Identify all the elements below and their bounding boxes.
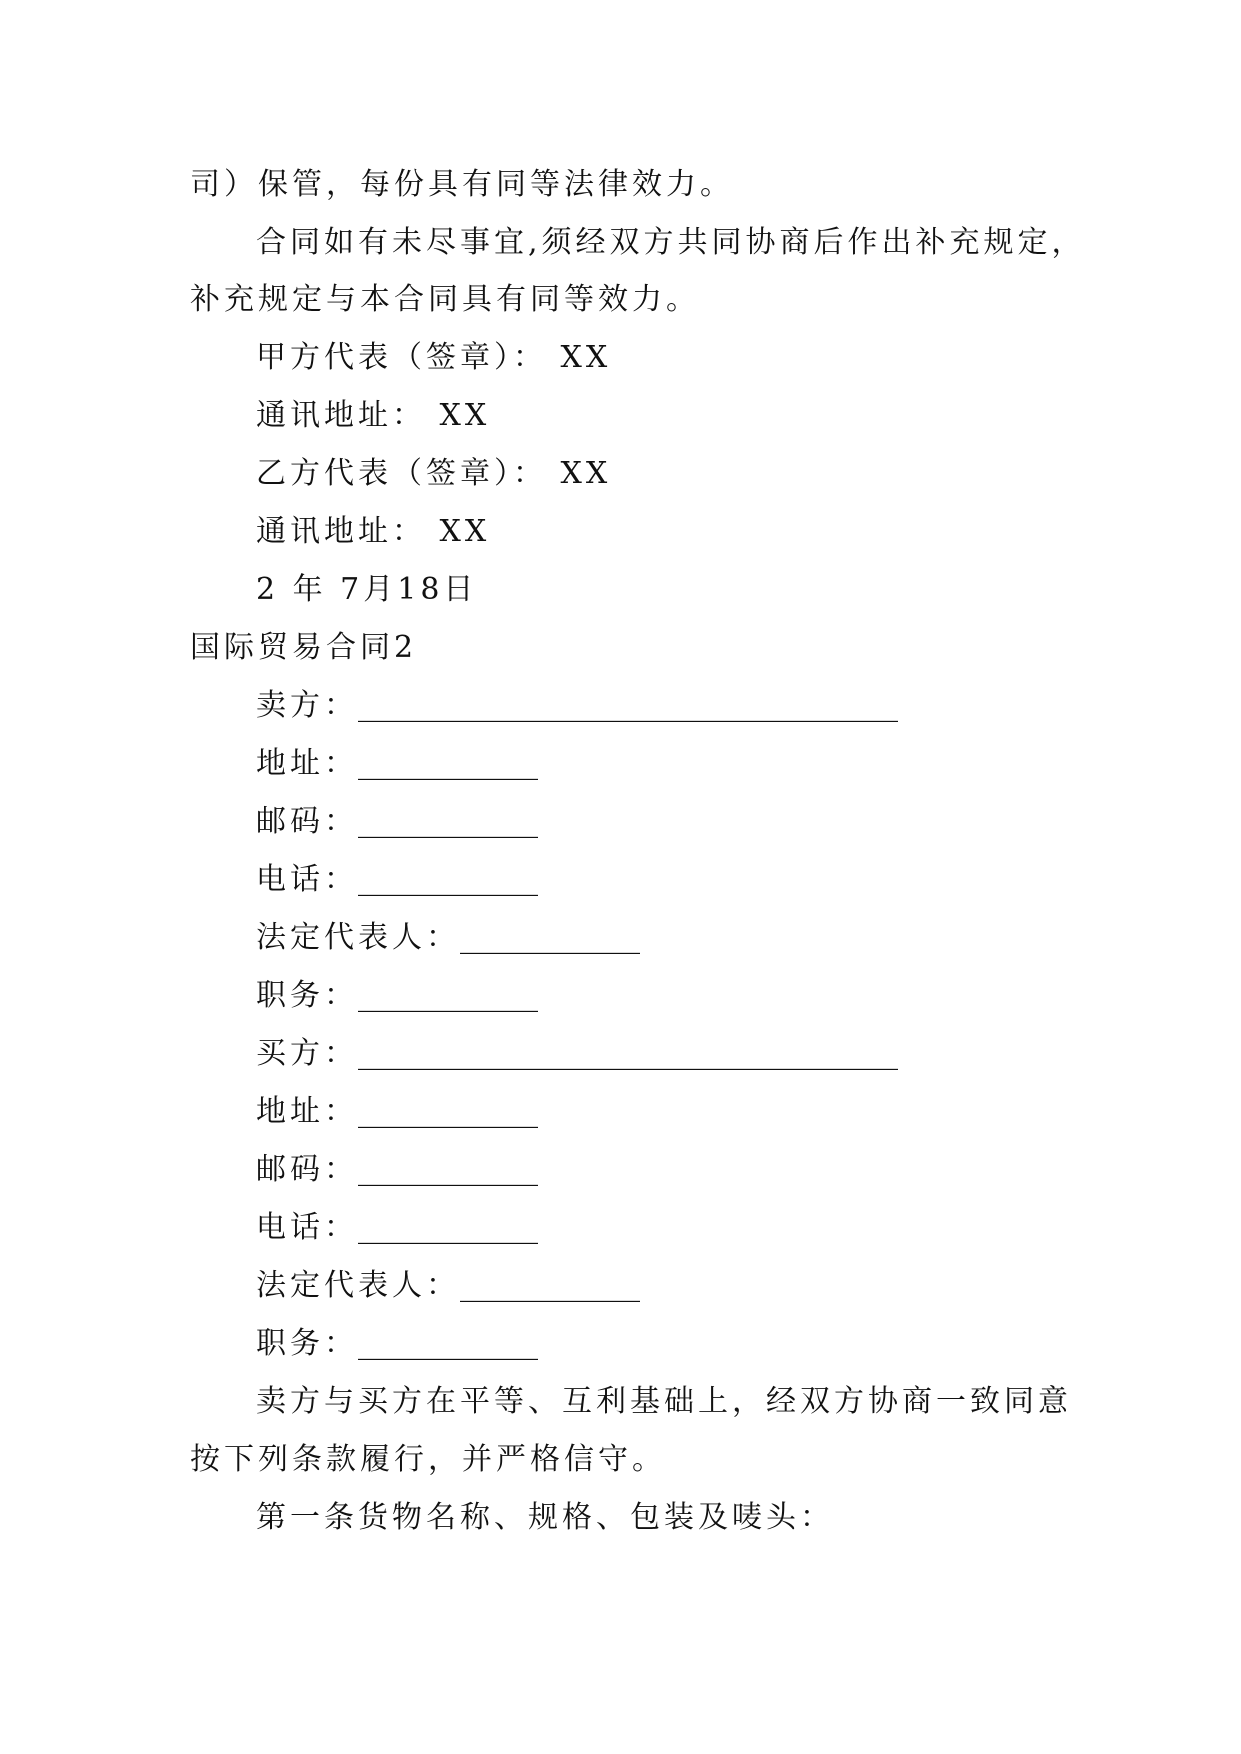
- party-a-representative: 甲方代表（签章）： XX: [256, 340, 612, 375]
- seller-rep-label: 法定代表人：: [256, 920, 460, 955]
- article-one-heading: 第一条货物名称、规格、包装及唛头：: [256, 1500, 834, 1535]
- buyer-postcode-label: 邮码：: [256, 1152, 358, 1187]
- buyer-title-field: [256, 1324, 1156, 1364]
- party-a-address: 通讯地址： XX: [256, 398, 491, 433]
- seller-rep-blank: ____________: [460, 920, 640, 955]
- seller-address-label: 地址：: [256, 746, 358, 781]
- seller-postcode-label: 邮码：: [256, 804, 358, 839]
- buyer-address-label: 地址：: [256, 1094, 358, 1129]
- seller-phone-field: [256, 860, 1156, 900]
- buyer-rep-field: [256, 1266, 1156, 1306]
- seller-rep-field: [256, 918, 1156, 958]
- seller-title-field: [256, 976, 1156, 1016]
- seller-title-blank: ____________: [358, 978, 538, 1013]
- paragraph-line: 卖方与买方在平等、互利基础上，经双方协商一致同意: [256, 1384, 1072, 1419]
- buyer-rep-label: 法定代表人：: [256, 1268, 460, 1303]
- contract-title: 国际贸易合同2: [190, 630, 418, 665]
- buyer-address-field: [256, 1092, 1156, 1132]
- buyer-address-blank: ____________: [358, 1094, 538, 1129]
- party-b-representative: 乙方代表（签章）： XX: [256, 456, 612, 491]
- seller-address-blank: ____________: [358, 746, 538, 781]
- seller-title-label: 职务：: [256, 978, 358, 1013]
- buyer-phone-field: [256, 1208, 1156, 1248]
- buyer-postcode-blank: ____________: [358, 1152, 538, 1187]
- paragraph-line: 合同如有未尽事宜,须经双方共同协商后作出补充规定，: [256, 225, 1086, 260]
- buyer-title-blank: ____________: [358, 1326, 538, 1361]
- paragraph-line: 司）保管，每份具有同等法律效力。: [190, 167, 734, 202]
- seller-postcode-field: [256, 802, 1156, 842]
- seller-phone-blank: ____________: [358, 862, 538, 897]
- seller-address-field: [256, 744, 1156, 784]
- buyer-name-blank: ____________________________________: [358, 1036, 898, 1071]
- seller-name-field: [256, 686, 1156, 726]
- buyer-name-field: [256, 1034, 1156, 1074]
- party-b-address: 通讯地址： XX: [256, 514, 491, 549]
- seller-name-label: 卖方：: [256, 688, 358, 723]
- seller-phone-label: 电话：: [256, 862, 358, 897]
- signing-date: 2 年 7月18日: [256, 572, 478, 607]
- buyer-title-label: 职务：: [256, 1326, 358, 1361]
- paragraph-line: 补充规定与本合同具有同等效力。: [190, 282, 700, 317]
- seller-postcode-blank: ____________: [358, 804, 538, 839]
- buyer-postcode-field: [256, 1150, 1156, 1190]
- buyer-phone-blank: ____________: [358, 1210, 538, 1245]
- seller-name-blank: ____________________________________: [358, 688, 898, 723]
- buyer-phone-label: 电话：: [256, 1210, 358, 1245]
- buyer-rep-blank: ____________: [460, 1268, 640, 1303]
- buyer-name-label: 买方：: [256, 1036, 358, 1071]
- paragraph-line: 按下列条款履行，并严格信守。: [190, 1442, 666, 1477]
